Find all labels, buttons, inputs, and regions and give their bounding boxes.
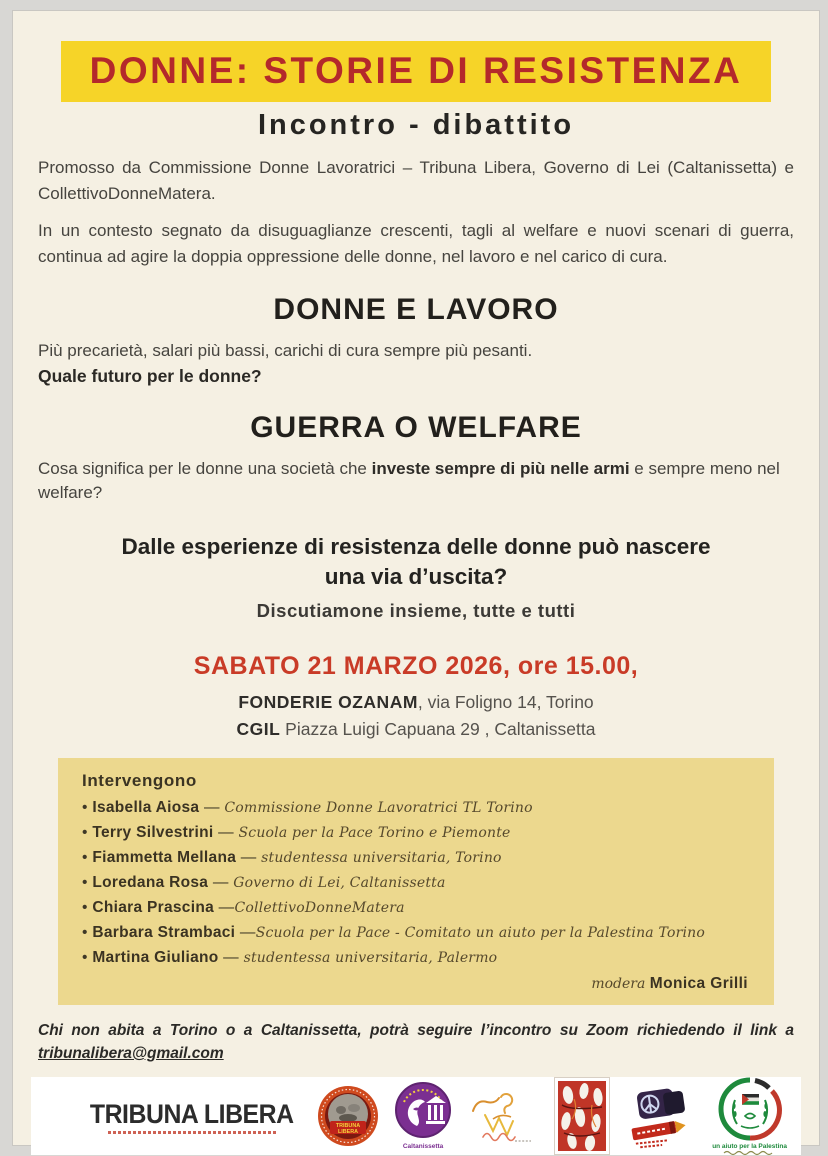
event-venues xyxy=(13,689,819,742)
speaker-item: • Chiara Prascina —CollettivoDonneMatera xyxy=(82,895,754,920)
big-question-line1: Dalle esperienze di resistenza delle donne può nascere xyxy=(121,533,711,559)
guerra-body-prefix: Cosa significa per le donne una società che xyxy=(38,458,372,478)
speakers-heading: Intervengono xyxy=(82,770,197,790)
heading-donne-e-lavoro: DONNE E LAVORO xyxy=(273,293,559,326)
title-band xyxy=(61,41,771,102)
flyer-page xyxy=(12,10,820,1151)
guerra-body xyxy=(38,457,794,506)
lavoro-body: Più precarietà, salari più bassi, carichi di cura sempre più pesanti. xyxy=(38,341,533,360)
speaker-item: • Martina Giuliano — studentessa universitaria, Palermo xyxy=(82,945,754,970)
venue-torino xyxy=(13,689,819,715)
email-link[interactable]: tribunalibera@gmail.com xyxy=(38,1044,224,1062)
speakers-box xyxy=(58,758,774,1005)
svg-text:TRIBUNA: TRIBUNA xyxy=(335,1123,360,1130)
governo-di-lei-icon xyxy=(393,1082,453,1150)
tribuna-libera-wordmark xyxy=(81,1099,303,1134)
moderator-line: modera Monica Grilli xyxy=(591,974,748,992)
guerra-body-suffix: e sempre meno nel welfare? xyxy=(38,458,780,503)
heading-guerra-o-welfare: GUERRA O WELFARE xyxy=(250,410,582,444)
big-question-line2: una via d’uscita? xyxy=(324,563,508,589)
big-question xyxy=(53,532,779,591)
palestina-caption: un aiuto per la Palestina xyxy=(712,1143,787,1151)
speaker-item: • Fiammetta Mellana — studentessa universitaria, Torino xyxy=(82,845,754,870)
tribuna-libera-tagline xyxy=(108,1131,276,1134)
venue-caltanissetta xyxy=(13,716,819,742)
venue-torino-address: , via Foligno 14, Torino xyxy=(417,692,594,713)
palestina-arabic-squiggle xyxy=(720,1150,780,1156)
speaker-item: • Barbara Strambaci —Scuola per la Pace - Comitato un aiuto per la Palestina Torino xyxy=(82,920,754,945)
tribuna-libera-wordmark-text: TRIBUNA LIBERA xyxy=(89,1098,294,1129)
venue-caltanissetta-address: Piazza Luigi Capuana 29 , Caltanissetta xyxy=(280,718,596,739)
footer-logo-band xyxy=(31,1077,801,1155)
un-aiuto-per-la-palestina-icon xyxy=(712,1076,787,1156)
subtitle: Incontro - dibattito xyxy=(257,109,575,141)
svg-text:LIBERA: LIBERA xyxy=(337,1129,358,1136)
zoom-note-text: Chi non abita a Torino o a Caltanissetta, potrà seguire l’incontro su Zoom richiedendo il link a xyxy=(38,1021,794,1039)
speaker-item: • Terry Silvestrini — Scuola per la Pace Torino e Piemonte xyxy=(82,820,754,845)
page-title: DONNE: STORIE DI RESISTENZA xyxy=(89,50,743,91)
intro-paragraph-2: In un contesto segnato da disuguaglianze crescenti, tagli al welfare e nuovi scenari di guerra, continua ad agire la doppia oppressione delle donne, nel lavoro e nel carico di cura. xyxy=(38,221,794,266)
intro-paragraph-1: Promosso da Commissione Donne Lavoratrici – Tribuna Libera, Governo di Lei (Caltanissetta) e CollettivoDonneMatera. xyxy=(38,158,794,203)
collettivo-donne-matera-sketch-icon xyxy=(467,1085,539,1147)
zoom-note xyxy=(38,1019,794,1066)
speaker-item: • Isabella Aiosa — Commissione Donne Lavoratrici TL Torino xyxy=(82,795,754,820)
speaker-item: • Loredana Rosa — Governo di Lei, Caltanissetta xyxy=(82,870,754,895)
tribuna-libera-badge-icon xyxy=(317,1085,379,1147)
scuola-per-la-pace-icon xyxy=(624,1084,698,1148)
lavoro-question: Quale futuro per le donne? xyxy=(38,365,262,386)
guerra-body-bold: investe sempre di più nelle armi xyxy=(371,458,630,478)
governo-di-lei-caption: Caltanissetta xyxy=(402,1143,444,1151)
discuss-line: Discutiamone insieme, tutte e tutti xyxy=(256,600,576,622)
event-date: SABATO 21 MARZO 2026, ore 15.00, xyxy=(193,652,639,681)
painting-artwork xyxy=(554,1077,610,1155)
venue-caltanissetta-name: CGIL xyxy=(236,718,281,739)
venue-torino-name: FONDERIE OZANAM xyxy=(238,692,418,713)
